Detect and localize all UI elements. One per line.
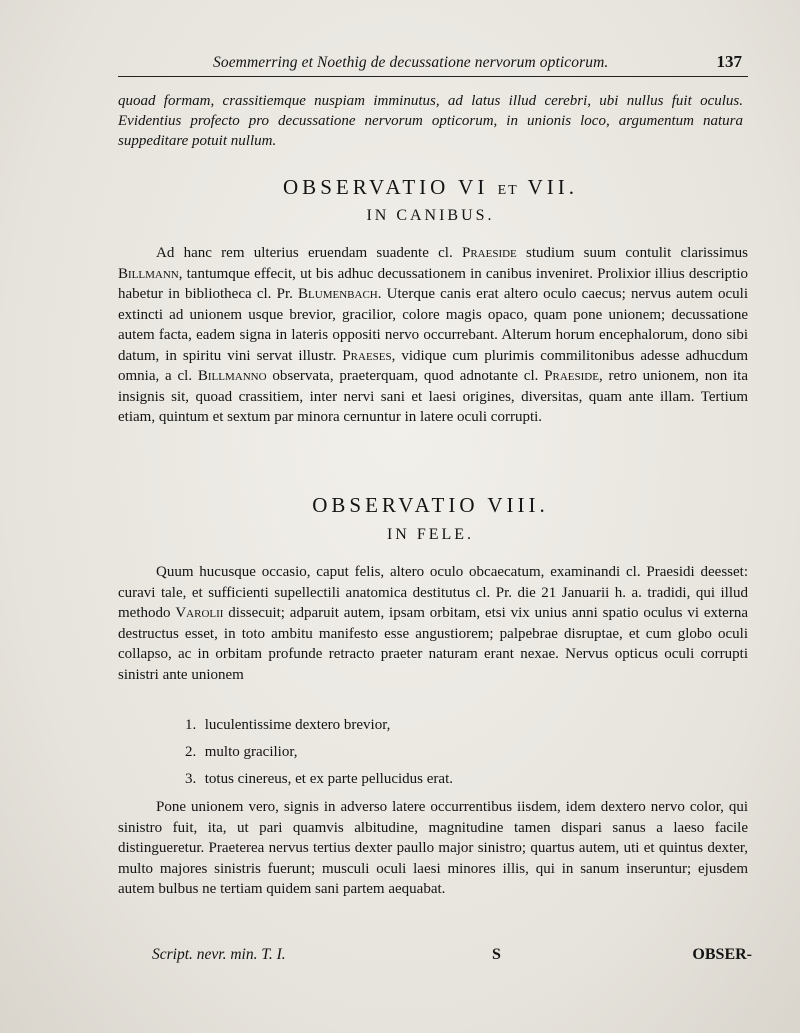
observation-heading-vi-vii [118,175,743,200]
catchword: OBSER- [692,946,752,963]
list-number: 3. [185,771,197,787]
text-run: , vidique cum plurimis commilitonibus adesse adhucdum omnia, a cl. [118,347,748,384]
text-run: Ad hanc rem ulterius eruendam suadente cl. [156,245,462,261]
text-run: Quum hucusque occasio, caput felis, altero oculo obcaecatum, examinandi cl. Praesidi deesset: curavi tale, et sufficienti supellectili anatomica destitutus cl. Pr. die 21 Januarii h. a. tradidi, qui illud methodo [118,564,748,621]
text-run: , retro unionem, non ita insignis sit, quoad crassitiem, inter nervi sani et laesi origines, diversitas, quam ante illam. Tertium etiam, quintum et sextum par minora cernuntur in latere oculi corrupti. [118,368,748,425]
list-item [185,766,705,793]
list-text: luculentissime dextero brevior, [201,717,391,733]
text-run: observata, praeterquam, quod adnotante cl. [266,368,545,384]
running-head [118,52,748,77]
signature-line: Script. nevr. min. T. I. [152,946,286,963]
paragraph-fele [118,562,748,685]
list-text: multo gracilior, [201,744,298,760]
proper-name: Varolii [175,605,224,621]
text-run: . Uterque canis erat altero oculo caecus; nervus autem oculi extincti ad unionem usque brevior, gracilior, colore magis opaco, quam pone unionem; decussatione autem facta, eadem signa in lateris oppositi nervo occurrebant. Alterum horum encephalorum, dono sibi datum, in spiritu vini servat illustr. [118,286,748,364]
list-item [185,739,705,766]
text-run: , tantumque effecit, ut bis adhuc decussationem in canibus inveniret. Prolixior illius descriptio habetur in bibliotheca cl. Pr. [118,265,748,302]
observation-heading-viii: OBSERVATIO VIII. [312,493,549,517]
subheading-in-fele: IN FELE. [386,526,475,543]
paragraph-canibus [118,243,748,428]
list-number: 1. [185,717,197,733]
page-number: 137 [716,52,742,71]
running-title: Soemmerring et Noethig de decussatione nervorum opticorum. [213,54,609,71]
proper-name: Praeside [544,368,599,384]
list-text: totus cinereus, et ex parte pellucidus erat. [201,771,453,787]
page-footer [152,946,752,968]
heading-et: ET [497,183,519,198]
proper-name: Billmanno [197,368,267,384]
proper-name: Billmann [118,265,179,282]
observation-list [185,712,705,793]
list-number: 2. [185,744,197,760]
list-item [185,712,705,739]
proper-name: Praeside [461,245,517,261]
signature-mark: S [492,946,501,963]
text-run: studium suum contulit clarissimus [516,245,748,261]
subheading-in-canibus: IN CANIBUS. [366,207,495,224]
heading-main: OBSERVATIO VI [283,175,489,199]
proper-name: Praeses [342,347,392,364]
paragraph-pone-unionem: Pone unionem vero, signis in adverso latere occurrentibus iisdem, idem dextero nervo color, qui sinistro fuit, ita, ut pari quamvis albitudine, magnitudine tamen dispari sanus a laeso facile distingueretur. Praeterea nervus tertius dexter paullo major sinistro; quartus autem, uti et quintus dexter, multo majores sinistris fuerunt; musculi oculi laesi minores illis, qui in sanum inseruntur; ejusdem autem bulbus ne tertiam quidem sani partem aequabat. [118,799,748,897]
text-run: dissecuit; adparuit autem, ipsam orbitam, etsi vix unius anni spatio oculus vi externa destructus esset, in toto ambitu manifesto esse angustiorem; palpebrae disruptae, et cum globo oculi collapso, ac in orbitam profunde retracto praeter naturam erant nexae. Nervus opticus oculi corrupti sinistri ante unionem [118,605,748,683]
opening-paragraph: quoad formam, crassitiemque nuspiam imminutus, ad latus illud cerebri, ubi nullus fuit oculus. Evidentius profecto pro decussatione nervorum opticorum, in unionis loco, argumentum natura suppeditare potuit nullum. [118,93,743,149]
proper-name: Blumenbach [298,286,378,302]
heading-num: VII. [527,175,578,199]
